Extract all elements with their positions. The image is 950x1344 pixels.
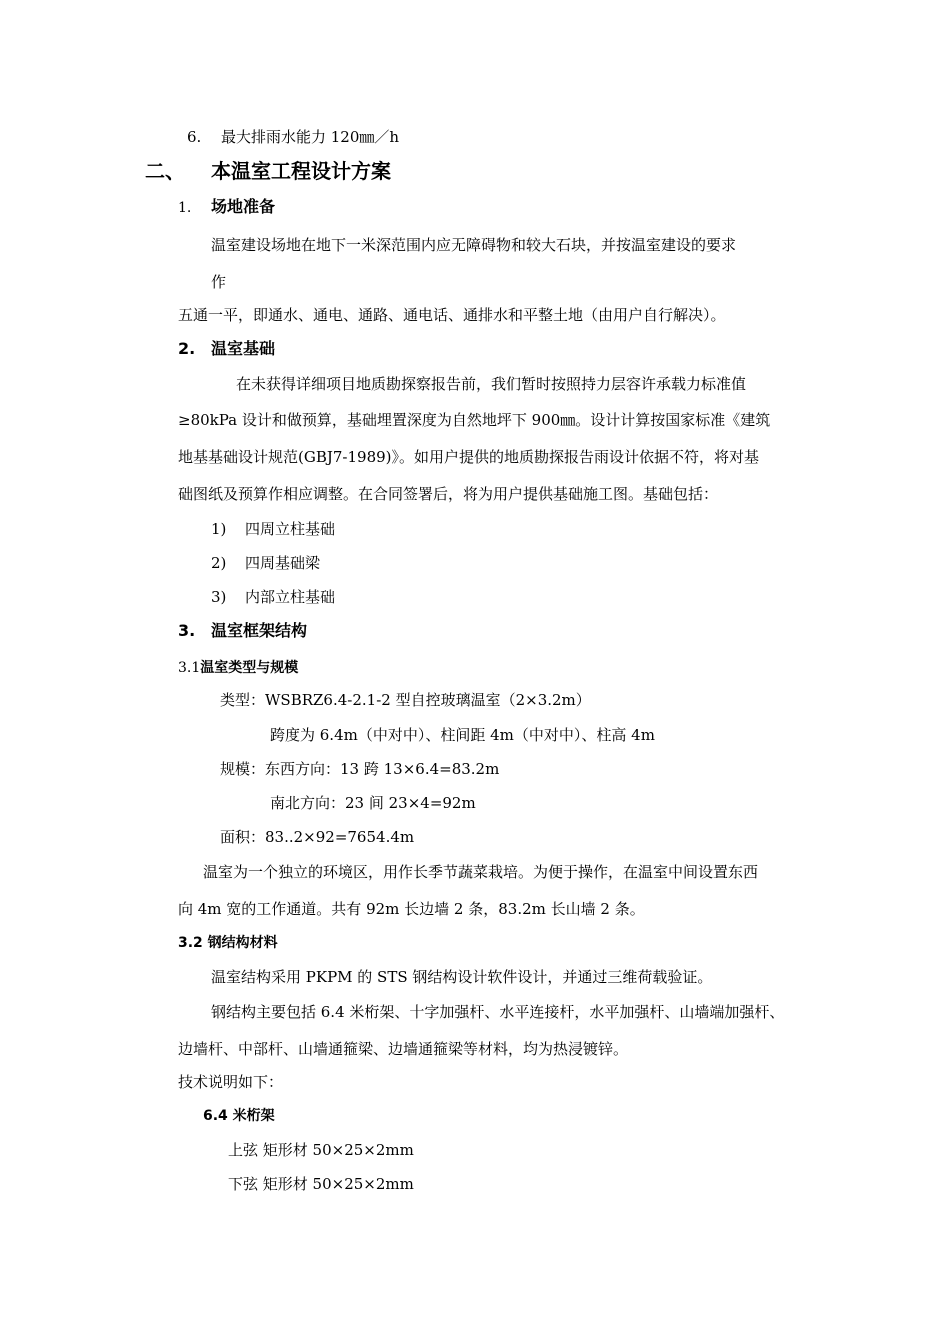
paragraph-line: 地基基础设计规范(GBJ7-1989)》。如用户提供的地质勘探报告雨设计依据不符，将对基 xyxy=(178,448,760,466)
paragraph-line: 五通一平，即通水、通电、通路、通电话、通排水和平整土地（由用户自行解决）。 xyxy=(178,306,726,324)
paragraph-line: 钢结构主要包括 6.4 米桁架、十字加强杆、水平连接杆，水平加强杆、山墙端加强杆、 xyxy=(211,1003,785,1021)
paragraph-line: 在未获得详细项目地质勘探察报告前，我们暂时按照持力层容许承载力标准值 xyxy=(236,375,747,393)
spec-type: 类型：WSBRZ6.4-2.1-2 型自控玻璃温室（2×3.2m） xyxy=(220,691,591,709)
subsection-number: 1. xyxy=(178,200,192,216)
paragraph-line: 础图纸及预算作相应调整。在合同签署后，将为用户提供基础施工图。基础包括： xyxy=(178,485,719,503)
list-item xyxy=(211,553,320,573)
paragraph-line: 向 4m 宽的工作通道。共有 92m 长边墙 2 条，83.2m 长山墙 2 条。 xyxy=(178,900,645,918)
spec-scale: 规模：东西方向：13 跨 13×6.4=83.2m xyxy=(220,760,500,778)
truss-heading: 6.4 米桁架 xyxy=(203,1108,275,1124)
list-text: 四周立柱基础 xyxy=(245,520,336,538)
list-item xyxy=(211,519,335,539)
section-title: 本温室工程设计方案 xyxy=(211,159,391,183)
list-number: 1) xyxy=(211,520,227,538)
subsubsection-heading-3-2: 3.2 钢结构材料 xyxy=(178,935,278,951)
paragraph-line: 作 xyxy=(211,273,227,291)
section-number: 二、 xyxy=(145,159,185,183)
subsection-title: 场地准备 xyxy=(211,197,276,216)
subsection-heading-1 xyxy=(178,197,275,218)
spec-lower-chord: 下弦 矩形材 50×25×2mm xyxy=(228,1175,414,1193)
subsubsection-title: 温室类型与规模 xyxy=(200,660,299,676)
subsubsection-heading-3-1 xyxy=(178,657,298,678)
paragraph-line: 温室建设场地在地下一米深范围内应无障碍物和较大石块，并按温室建设的要求 xyxy=(211,236,737,254)
list-number: 3) xyxy=(211,588,227,606)
subsection-number: 3. xyxy=(178,621,196,640)
list-number: 2) xyxy=(211,554,227,572)
subsection-heading-3 xyxy=(178,621,307,641)
paragraph-line: 技术说明如下： xyxy=(178,1073,284,1091)
paragraph-line: 温室为一个独立的环境区，用作长季节蔬菜栽培。为便于操作，在温室中间设置东西 xyxy=(203,863,759,881)
list-text: 最大排雨水能力 120㎜／h xyxy=(221,128,400,146)
subsection-heading-2 xyxy=(178,339,275,359)
subsection-title: 温室基础 xyxy=(211,339,276,358)
list-text: 内部立柱基础 xyxy=(245,588,336,606)
list-item xyxy=(211,587,335,607)
spec-north-south: 南北方向：23 间 23×4=92m xyxy=(270,794,476,812)
paragraph-line: 边墙杆、中部杆、山墙通箍梁、边墙通箍梁等材料，均为热浸镀锌。 xyxy=(178,1040,629,1058)
paragraph-line: 温室结构采用 PKPM 的 STS 钢结构设计软件设计，并通过三维荷载验证。 xyxy=(211,968,713,986)
section-heading-2 xyxy=(145,158,391,184)
spec-area: 面积：83..2×92=7654.4m xyxy=(220,828,415,846)
list-number: 6. xyxy=(187,128,202,146)
spec-span: 跨度为 6.4m（中对中）、柱间距 4m（中对中）、柱高 4m xyxy=(270,726,655,744)
subsection-number: 2. xyxy=(178,339,196,358)
list-text: 四周基础梁 xyxy=(245,554,321,572)
spec-upper-chord: 上弦 矩形材 50×25×2mm xyxy=(228,1141,414,1159)
paragraph-line: ≥80kPa 设计和做预算，基础埋置深度为自然地坪下 900㎜。设计计算按国家标准《建筑 xyxy=(178,411,771,429)
list-item-6 xyxy=(187,127,399,147)
subsubsection-number: 3.1 xyxy=(178,660,201,676)
subsection-title: 温室框架结构 xyxy=(211,621,308,640)
